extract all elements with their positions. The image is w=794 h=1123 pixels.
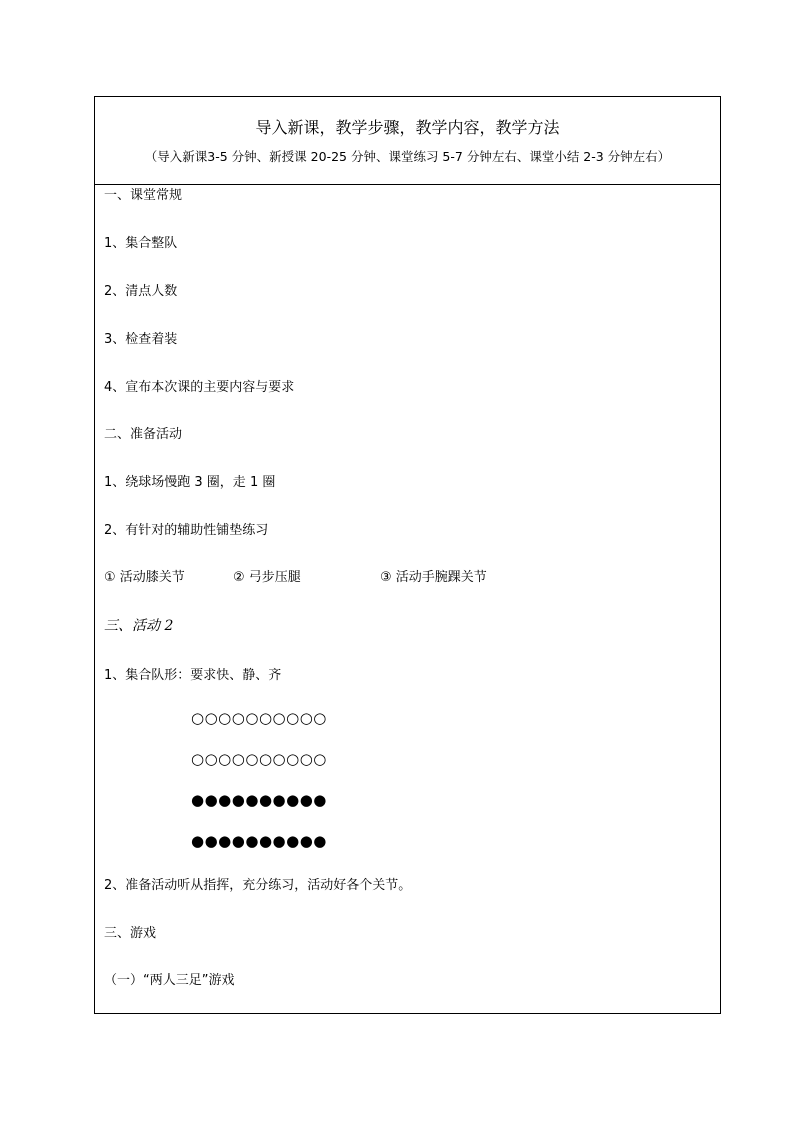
list-item: 2、清点人数 — [104, 284, 178, 299]
list-item: 1、绕球场慢跑 3 圈，走 1 圈 — [104, 475, 276, 490]
list-item: 2、准备活动听从指挥，充分练习，活动好各个关节。 — [104, 878, 412, 893]
section-heading-activity: 三、活动 2 — [104, 618, 174, 634]
section-heading-warmup: 二、准备活动 — [104, 427, 183, 442]
option-lunge: ② 弓步压腿 — [233, 570, 301, 585]
option-wrist-ankle: ③ 活动手腕踝关节 — [380, 570, 487, 585]
formation-row: ○○○○○○○○○○ — [191, 750, 327, 768]
list-item: 2、有针对的辅助性铺垫练习 — [104, 523, 269, 538]
formation-row: ●●●●●●●●●● — [191, 791, 327, 809]
lesson-plan-table — [94, 96, 721, 1014]
section-heading-game: 三、游戏 — [104, 926, 157, 941]
exercise-options — [104, 570, 704, 586]
list-item: 4、宣布本次课的主要内容与要求 — [104, 380, 295, 395]
list-item: 3、检查着装 — [104, 332, 178, 347]
list-item: 1、集合队形：要求快、静、齐 — [104, 668, 282, 683]
formation-row: ○○○○○○○○○○ — [191, 709, 327, 727]
table-header — [95, 97, 720, 185]
option-knee: ① 活动膝关节 — [104, 570, 185, 585]
formation-row: ●●●●●●●●●● — [191, 832, 327, 850]
time-allocation-note: （导入新课3-5 分钟、新授课 20-25 分钟、课堂练习 5-7 分钟左右、课堂小结 2-3 分钟左右） — [144, 149, 671, 164]
list-item: 1、集合整队 — [104, 236, 178, 251]
section-heading-routine: 一、课堂常规 — [104, 188, 183, 203]
page-title: 导入新课，教学步骤，教学内容，教学方法 — [255, 118, 560, 137]
list-item: （一）“两人三足”游戏 — [104, 973, 235, 988]
